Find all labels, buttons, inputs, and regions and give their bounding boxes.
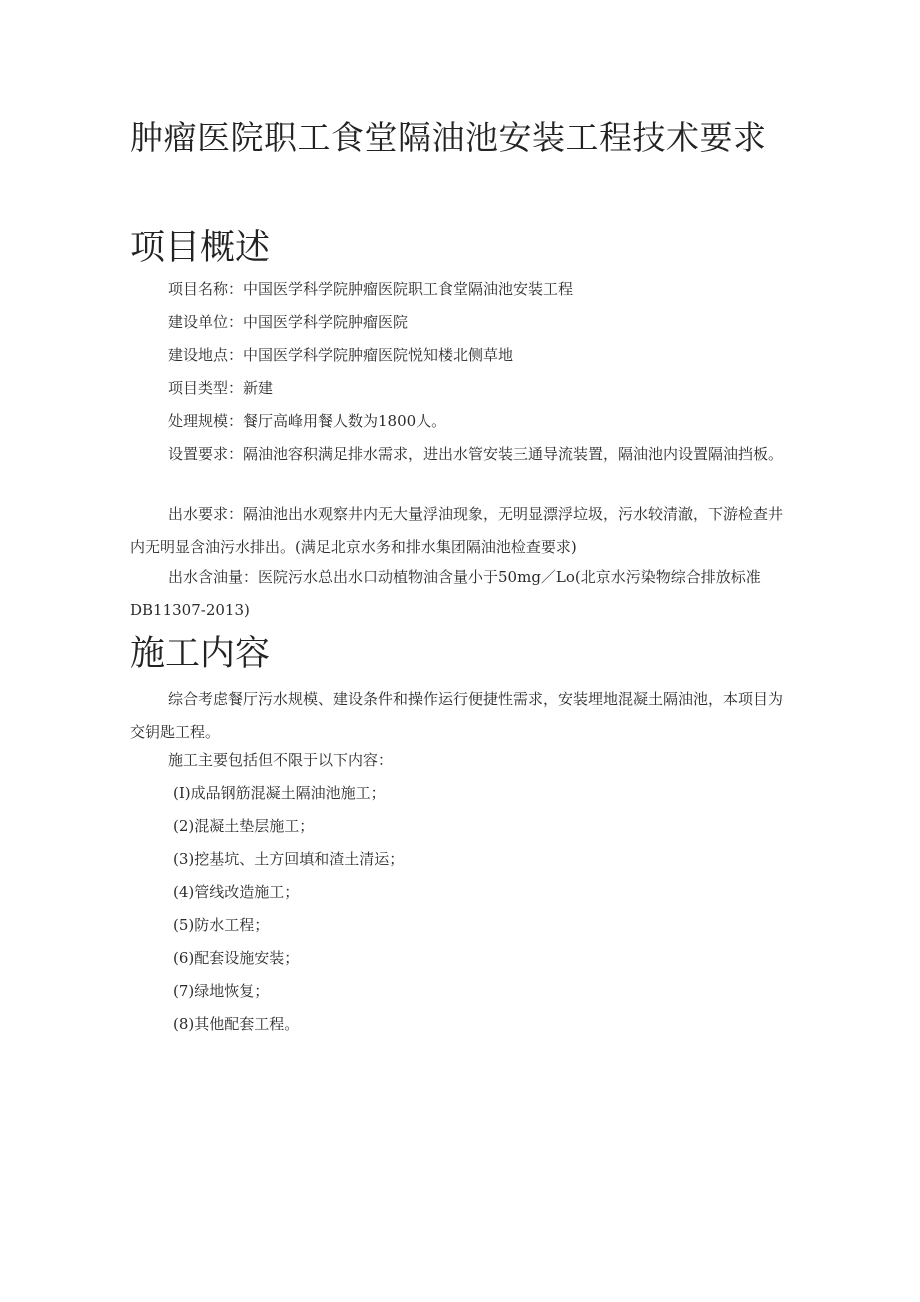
effluent-requirement-paragraph: 出水要求：隔油池出水观察井内无大量浮油现象，无明显漂浮垃圾，污水较清澈，下游检查井内无明显含油污水排出。(满足北京水务和排水集团隔油池检查要求) (130, 505, 784, 556)
document-title: 肿瘤医院职工食堂隔油池安装工程技术要求 (130, 118, 767, 157)
section-heading-overview: 项目概述 (130, 228, 271, 268)
treatment-scale-paragraph: 处理规模：餐厅高峰用餐人数为1800人。 (168, 412, 447, 430)
construction-site-paragraph: 建设地点：中国医学科学院肿瘤医院悦知楼北侧草地 (168, 346, 514, 364)
construction-scope-paragraph: 施工主要包括但不限于以下内容： (168, 751, 394, 769)
project-type-paragraph: 项目类型：新建 (168, 379, 274, 397)
list-item: (3)挖基坑、土方回填和渣土清运； (173, 850, 405, 868)
effluent-oil-content-paragraph: 出水含油量：医院污水总出水口动植物油含量小于50mg／Lo(北京水污染物综合排放标准DB11307-2013) (130, 568, 761, 619)
construction-intro-paragraph: 综合考虑餐厅污水规模、建设条件和操作运行便捷性需求，安装埋地混凝土隔油池，本项目为交钥匙工程。 (130, 690, 784, 741)
list-item: (7)绿地恢复； (173, 982, 270, 1000)
section-heading-construction: 施工内容 (130, 634, 271, 674)
project-name-paragraph: 项目名称：中国医学科学院肿瘤医院职工食堂隔油池安装工程 (168, 280, 574, 298)
list-item: (I)成品钢筋混凝土隔油池施工； (173, 784, 386, 802)
list-item: (2)混凝土垫层施工； (173, 817, 315, 835)
list-item: (8)其他配套工程。 (173, 1015, 300, 1033)
list-item: (5)防水工程； (173, 916, 270, 934)
list-item: (4)管线改造施工； (173, 883, 300, 901)
list-item: (6)配套设施安装； (173, 949, 300, 967)
setup-requirement-paragraph: 设置要求：隔油池容积满足排水需求，进出水管安装三通导流装置，隔油池内设置隔油挡板。 (168, 445, 784, 463)
construction-unit-paragraph: 建设单位：中国医学科学院肿瘤医院 (168, 313, 409, 331)
